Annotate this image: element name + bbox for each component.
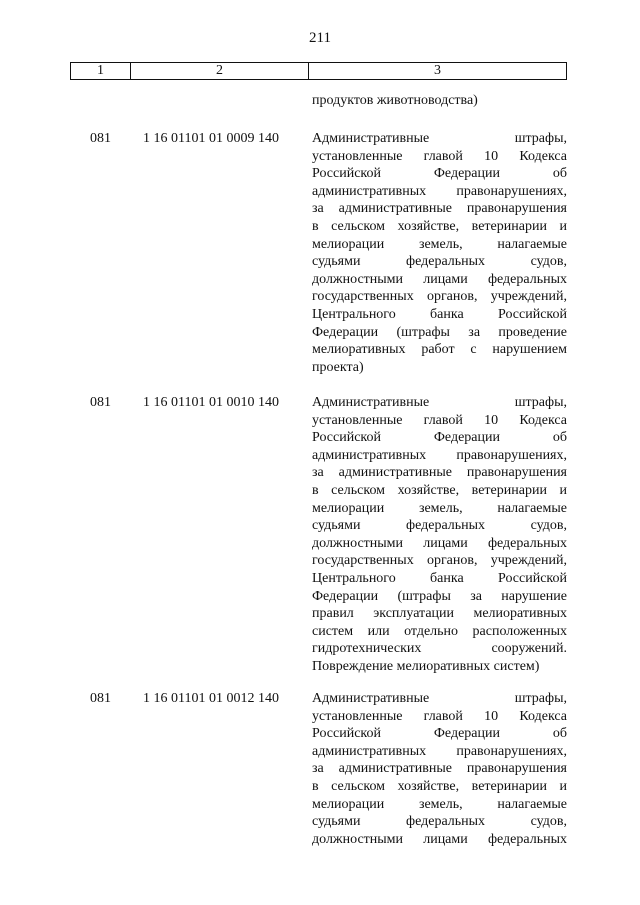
description-line: в сельском хозяйстве, ветеринарии и xyxy=(312,218,567,234)
description-line: мелиорации земель, налагаемые xyxy=(312,796,567,812)
header-col-1: 1 xyxy=(71,63,131,79)
description-line: Центрального банка Российской xyxy=(312,306,567,322)
budget-classification-code: 1 16 01101 01 0012 140 xyxy=(143,691,279,706)
description-line: судьями федеральных судов, xyxy=(312,814,567,830)
description-line: Повреждение мелиоративных систем) xyxy=(312,658,540,674)
description-line: мелиоративных работ с нарушением xyxy=(312,342,567,358)
page-number: 211 xyxy=(309,30,331,46)
description-line: Центрального банка Российской xyxy=(312,570,567,586)
description-line: за административные правонарушения xyxy=(312,465,567,481)
description-line: гидротехнических сооружений. xyxy=(312,641,567,657)
description-line: административных правонарушениях, xyxy=(312,447,567,463)
description-line: Федерации (штрафы за нарушение xyxy=(312,588,567,604)
description-line: проекта) xyxy=(312,359,364,375)
admin-code: 081 xyxy=(90,131,111,146)
income-description xyxy=(312,130,567,376)
description-line: Административные штрафы, xyxy=(312,131,567,146)
continuation-text: продуктов животноводства) xyxy=(312,93,478,108)
income-description xyxy=(312,690,567,848)
description-line: судьями федеральных судов, xyxy=(312,518,567,534)
description-line: мелиорации земель, налагаемые xyxy=(312,236,567,252)
description-line: в сельском хозяйстве, ветеринарии и xyxy=(312,482,567,498)
description-line: Федерации (штрафы за проведение xyxy=(312,324,567,340)
description-line: государственных органов, учреждений, xyxy=(312,553,567,569)
description-line: Российской Федерации об xyxy=(312,166,567,182)
header-col-3: 3 xyxy=(434,63,441,78)
budget-classification-code: 1 16 01101 01 0010 140 xyxy=(143,395,279,410)
table-header xyxy=(70,62,567,80)
description-line: Административные штрафы, xyxy=(312,691,567,706)
admin-code: 081 xyxy=(90,691,111,706)
description-line: должностными лицами федеральных xyxy=(312,535,567,551)
description-line: правил эксплуатации мелиоративных xyxy=(312,606,567,622)
description-line: мелиорации земель, налагаемые xyxy=(312,500,567,516)
description-line: Российской Федерации об xyxy=(312,430,567,446)
description-line: систем или отдельно расположенных xyxy=(312,623,567,639)
description-line: установленные главой 10 Кодекса xyxy=(312,412,567,428)
description-line: государственных органов, учреждений, xyxy=(312,289,567,305)
description-line: в сельском хозяйстве, ветеринарии и xyxy=(312,778,567,794)
description-line: за административные правонарушения xyxy=(312,201,567,217)
description-line: Российской Федерации об xyxy=(312,726,567,742)
header-col-2: 2 xyxy=(131,63,309,79)
income-description xyxy=(312,394,567,676)
description-line: установленные главой 10 Кодекса xyxy=(312,708,567,724)
description-line: установленные главой 10 Кодекса xyxy=(312,148,567,164)
description-line: административных правонарушениях, xyxy=(312,183,567,199)
description-line: должностными лицами федеральных xyxy=(312,831,567,847)
description-line: судьями федеральных судов, xyxy=(312,254,567,270)
budget-classification-code: 1 16 01101 01 0009 140 xyxy=(143,131,279,146)
description-line: административных правонарушениях, xyxy=(312,743,567,759)
description-line: должностными лицами федеральных xyxy=(312,271,567,287)
description-line: Административные штрафы, xyxy=(312,395,567,410)
description-line: за административные правонарушения xyxy=(312,761,567,777)
admin-code: 081 xyxy=(90,395,111,410)
